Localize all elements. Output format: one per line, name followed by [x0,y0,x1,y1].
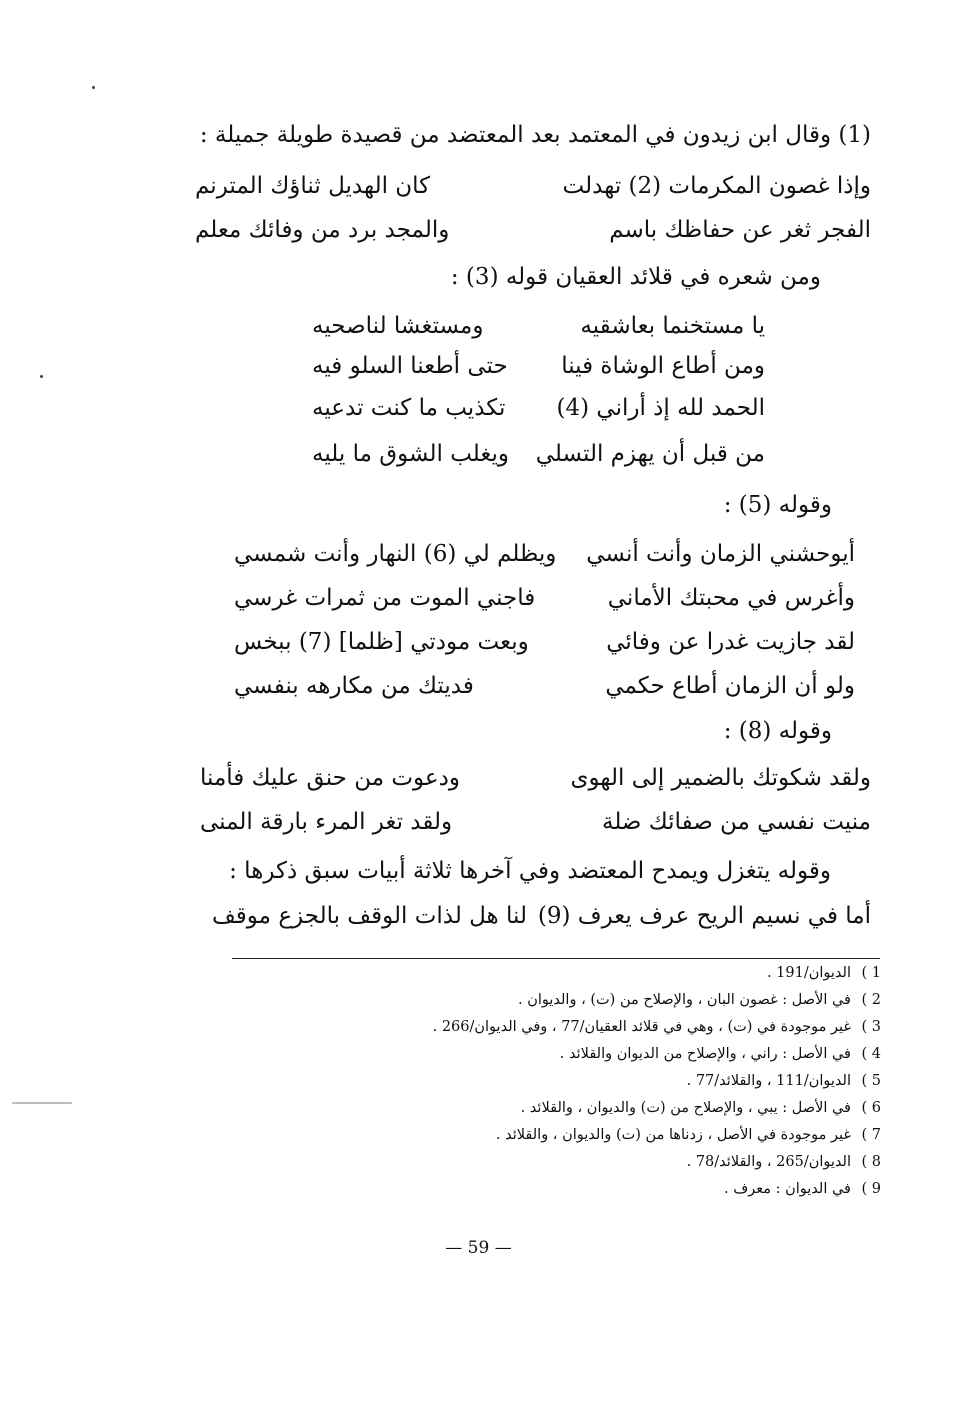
footnote [181,1125,881,1145]
verse-row [0,436,957,476]
verse-first-hemistich: لقد جازيت غدرا عن وفائي [606,629,855,655]
verse-first-hemistich: ومن أطاع الوشاة فينا [561,353,765,379]
verse-second-hemistich: ومستغشا لناصحيه [312,313,484,339]
scan-speck [92,86,95,89]
verse-row [0,624,957,664]
footnote-text: في الديوان : معرف . [723,1181,851,1197]
verse-first-hemistich: وإذا غصون المكرمات (2) تهدلت [562,173,871,199]
page-number: — 59 — [445,1238,512,1258]
footnote [181,1071,881,1091]
verse-second-hemistich: ودعوت من حنق عليك فأمنا [200,765,460,791]
verse-first-hemistich: يا مستخنما بعاشقيه [580,313,765,339]
footnote [181,963,881,983]
verse-row [0,668,957,708]
footnote-number: 1 ) [861,965,881,981]
verse-first-hemistich: من قبل أن يهزم التسلي [535,441,765,467]
footnote-number: 8 ) [861,1154,881,1170]
verse-row [0,390,957,430]
verse-row [0,536,957,576]
footnote-text: في الأصل : يبي ، والإصلاح من (ت) والديوان ، والقلائد . [520,1100,851,1116]
verse-second-hemistich: ويغلب الشوق ما يليه [312,441,509,467]
verse-second-hemistich: فاجني الموت من ثمرات غرسي [234,585,536,611]
verse-row [0,804,957,844]
footnote [181,1179,881,1199]
verse-second-hemistich: وبعت مودتي [ظلما] (7) ببخس [234,629,529,655]
verse-second-hemistich: تكذيب ما كنت تدعيه [312,395,506,421]
verse-row [0,168,957,208]
footnote-text: في الأصل : راني ، والإصلاح من الديوان والقلائد . [559,1046,851,1062]
verse-second-hemistich: حتى أطعنا السلو فيه [312,353,508,379]
scan-speck [12,1102,72,1104]
footnote-number: 7 ) [861,1127,881,1143]
footnote-text: غير موجودة في (ت) ، وهي في قلائد العقيان/77 ، وفي الديوان/266 . [432,1019,851,1035]
footnote-divider [232,958,880,959]
verse-first-hemistich: ولو أن الزمان أطاع حكمي [605,673,855,699]
intro-paragraph-5: وقوله يتغزل ويمدح المعتضد وفي آخرها ثلاثة أبيات سبق ذكرها : [229,858,831,884]
footnote-text: الديوان/111 ، والقلائد/77 . [686,1073,851,1089]
intro-paragraph-2: ومن شعره في قلائد العقيان قوله (3) : [450,264,821,290]
footnote-text: الديوان/191 . [766,965,851,981]
verse-first-hemistich: أما في نسيم الريح عرف يعرف (9) [537,903,871,929]
verse-second-hemistich: لنا هل لذات الوقف بالجزع موقف [212,903,527,929]
verse-row [0,348,957,388]
verse-first-hemistich: أيوحشني الزمان وأنت أنسي [586,541,855,567]
verse-first-hemistich: منيت نفسي من صفائك ضلة [601,809,871,835]
verse-first-hemistich: الحمد لله إذ أراني (4) [556,395,765,421]
footnote [181,990,881,1010]
verse-second-hemistich: فديتك من مكارهه بنفسي [234,673,474,699]
verse-second-hemistich: ويظلم لي (6) النهار وأنت شمسي [234,541,557,567]
verse-row [0,212,957,252]
footnote-number: 2 ) [861,992,881,1008]
verse-row [0,308,957,348]
footnote-number: 3 ) [861,1019,881,1035]
footnote [181,1152,881,1172]
footnote-number: 5 ) [861,1073,881,1089]
intro-paragraph-1: (1) وقال ابن زيدون في المعتمد بعد المعتضد من قصيدة طويلة جميلة : [199,122,871,148]
footnote-text: الديوان/265 ، والقلائد/78 . [686,1154,851,1170]
verse-second-hemistich: ولقد تغر المرء بارقة المنى [200,809,453,835]
verse-first-hemistich: ولقد شكوتك بالضمير إلى الهوى [570,765,871,791]
footnote-number: 6 ) [861,1100,881,1116]
verse-row [0,760,957,800]
footnote-number: 9 ) [861,1181,881,1197]
footnote [181,1098,881,1118]
verse-first-hemistich: الفجر ثغر عن حفاظك باسم [609,217,871,243]
footnote-text: غير موجودة في الأصل ، زدناها من (ت) والديوان ، والقلائد . [495,1127,851,1143]
intro-paragraph-3: وقوله (5) : [723,492,832,518]
footnote-number: 4 ) [861,1046,881,1062]
verse-row [0,898,957,938]
intro-paragraph-4: وقوله (8) : [723,718,832,744]
footnote [181,1044,881,1064]
footnote-text: في الأصل : غصون البان ، والإصلاح من (ت) ، والديوان . [517,992,851,1008]
verse-second-hemistich: كان الهديل ثناؤك المترنم [195,173,431,199]
verse-second-hemistich: والمجد برد من وفائك معلم [195,217,450,243]
verse-first-hemistich: وأغرس في محبتك الأماني [607,585,855,611]
footnote [181,1017,881,1037]
verse-row [0,580,957,620]
